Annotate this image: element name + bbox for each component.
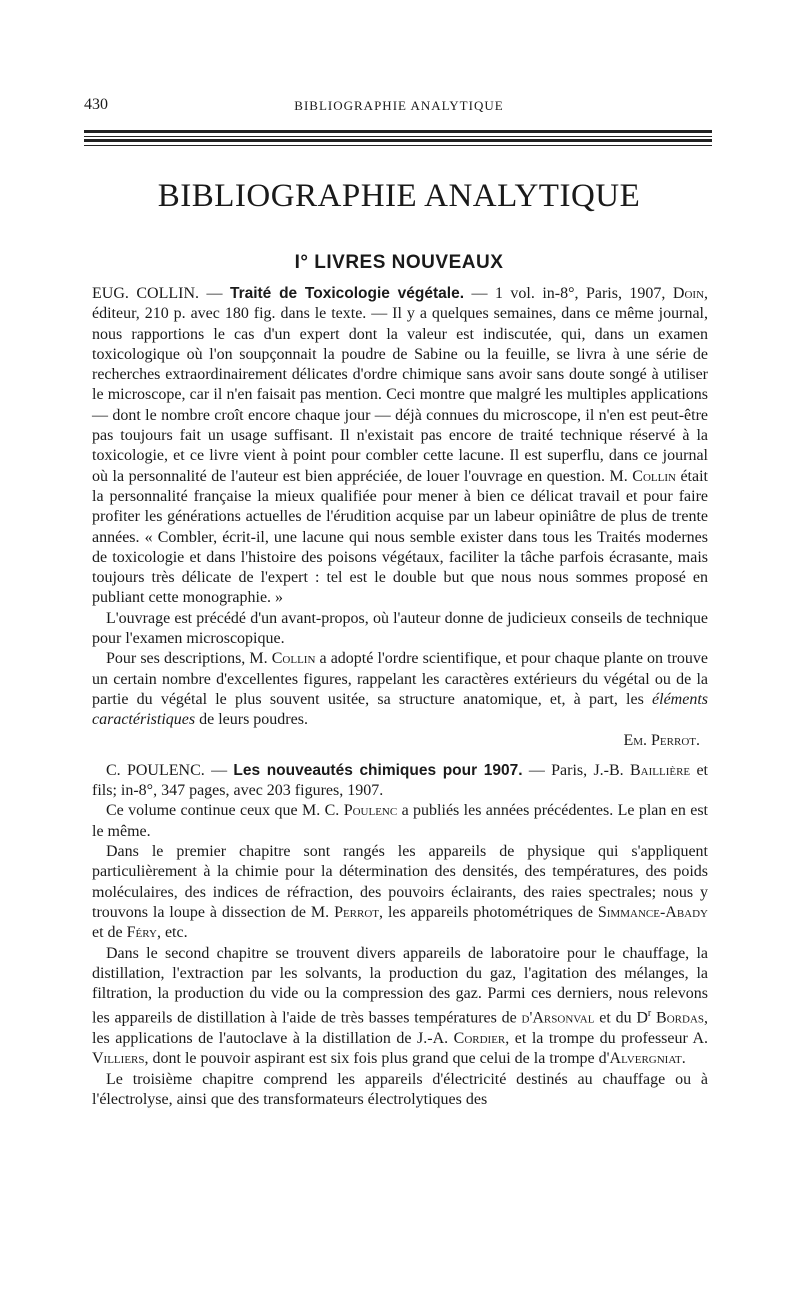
text-run: , etc. — [156, 924, 188, 942]
person-name: Villiers — [92, 1050, 145, 1068]
text-run: Pour ses descriptions, M. — [106, 650, 272, 668]
author-name: Collin — [271, 650, 316, 668]
entry-collin-paragraph-3 — [92, 649, 708, 730]
text-run: — 1 vol. in-8°, Paris, 1907, — [464, 285, 673, 302]
text-run: a publiés les années précédentes. Le plan en est le même. — [92, 802, 708, 840]
text-run: — Paris, J.-B. — [522, 761, 630, 779]
running-title: BIBLIOGRAPHIE ANALYTIQUE — [294, 98, 504, 113]
text-run: et de — [92, 924, 127, 942]
entry-poulenc-paragraph-3 — [92, 842, 708, 943]
header-rule-top — [84, 130, 712, 137]
text-run: , et la trompe du professeur A. — [505, 1030, 708, 1048]
text-run: Ce volume continue ceux que M. C. — [106, 802, 344, 820]
publisher-name: Baillière — [630, 761, 691, 779]
dash: — — [204, 761, 234, 779]
dash: — — [199, 285, 230, 302]
article-body — [92, 284, 708, 1110]
person-name: Perrot — [334, 903, 380, 921]
header-rule-bottom — [84, 139, 712, 146]
section-title: I° LIVRES NOUVEAUX — [294, 252, 504, 273]
page-number: 430 — [84, 96, 108, 113]
entry-poulenc-paragraph-5: Le troisième chapitre comprend les appareils d'électricité destinés au chauffage ou à l'électrolyse, ainsi que des transformateurs électrolytiques des — [92, 1070, 708, 1108]
italic-term: éléments caractéristiques — [92, 690, 708, 729]
text-run: , éditeur, 210 p. avec 180 fig. dans le texte. — Il y a quelques semaines, dans ce même journal, nous rapportions le cas d'un expert dont la valeur est indiscutée, qui, dans un examen toxicologique où l'on soupçonnait la poudre de Sabine ou la feuille, se livra à une série de recherches extraordinairement délicates d'ordre chimique sans avoir sans doute songé à utiliser le microscope, car il n'en faisait pas mention. Ceci montre que malgré les multiples applications — dont le nombre croît encore chaque jour — déjà connues du microscope, il n'en est peut-être pas toujours fait un usage suffisant. Il n'existait pas encore de traité technique réservé à la toxicologie, et ce livre vient à point pour combler cette lacune. Il est superflu, dans ce journal où la personnalité de l'auteur est bien appréciée, de louer l'ouvrage en question. M. — [92, 285, 709, 485]
text-run: , les applications de l'autoclave à la distillation de J.-A. — [92, 1009, 709, 1048]
entry-collin-paragraph-2: L'ouvrage est précédé d'un avant-propos, où l'auteur donne de judicieux conseils de technique pour l'examen microscopique. — [92, 609, 708, 648]
superscript: r — [647, 1008, 652, 1020]
entry-collin-book-title: Traité de Toxicologie végétale. — [229, 285, 465, 302]
text-run: Dans le second chapitre se trouvent divers appareils de laboratoire pour le chauffage, la distillation, l'extraction par les solvants, la production du gaz, l'agitation des mélanges, la filtration, la production du vide ou la compression des gaz. Parmi ces derniers, nous relevons les appareils de distillation à l'aide de très basses températures de — [92, 944, 708, 1027]
person-name: Bordas — [656, 1009, 705, 1027]
person-name: d'Arsonval — [521, 1009, 595, 1027]
person-name: Féry — [126, 924, 157, 942]
entry-poulenc-paragraph-2 — [92, 801, 708, 842]
text-run: . — [681, 1050, 686, 1068]
entry-poulenc-book-title: Les nouveautés chimiques pour 1907. — [233, 761, 523, 779]
entry-poulenc-paragraph-1 — [92, 761, 708, 802]
entry-poulenc-author: C. POULENC. — [106, 761, 205, 779]
publisher-name: Doin — [672, 285, 705, 302]
person-name: Cordier — [453, 1030, 506, 1048]
author-name: Collin — [632, 467, 676, 485]
reviewer-signature: Em. Perrot. — [623, 731, 700, 749]
text-run: , dont le pouvoir aspirant est six fois plus grand que celui de la trompe d' — [144, 1050, 610, 1068]
text-run: , les appareils photométriques de — [379, 903, 598, 921]
entry-collin-paragraph-1 — [92, 284, 708, 609]
entry-collin-author: EUG. COLLIN. — [92, 285, 200, 302]
page-title: BIBLIOGRAPHIE ANALYTIQUE — [157, 178, 641, 214]
text-run: et fils; in-8°, 347 pages, avec 203 figures, 1907. — [92, 761, 709, 800]
entry-poulenc-paragraph-4 — [92, 944, 708, 1070]
text-run: de leurs poudres. — [195, 711, 308, 729]
text-run: a adopté l'ordre scientifique, et pour chaque plante on trouve un certain nombre d'excellentes figures, rappelant les caractères extérieurs du végétal ou de la partie du végétal le plus souvent usitée, sa structure anatomique, et, à part, les — [92, 650, 709, 708]
author-name: Poulenc — [343, 802, 398, 820]
text-run: Dans le premier chapitre sont rangés les appareils de physique qui s'appliquent particulièrement à la chimie pour la détermination des densités, des températures, des poids moléculaires, des indices de réfraction, des pouvoirs éclairants, des raies spectrales; nous y trouvons la loupe à dissection de M. — [92, 843, 708, 921]
text-run: et du D — [594, 1009, 648, 1027]
text-run: était la personnalité française la mieux qualifiée pour mener à bien ce délicat travail et pour faire profiter les générations actuelles de l'érudition acquise par un labeur opiniâtre de plus de trente années. « Combler, écrit-il, une lacune qui nous semble exister dans tous les Traités modernes de toxicologie et dans l'histoire des poisons végétaux, faciliter la tâche parfois écrasante, mais toujours très délicate de l'expert : tel est le double but que nous nous sommes proposé en publiant cette monographie. » — [92, 467, 708, 607]
person-name: Simmance-Abady — [597, 903, 708, 921]
running-header — [84, 96, 714, 118]
entry-collin-signature-line — [92, 731, 708, 751]
person-name: Alvergniat — [609, 1050, 682, 1068]
